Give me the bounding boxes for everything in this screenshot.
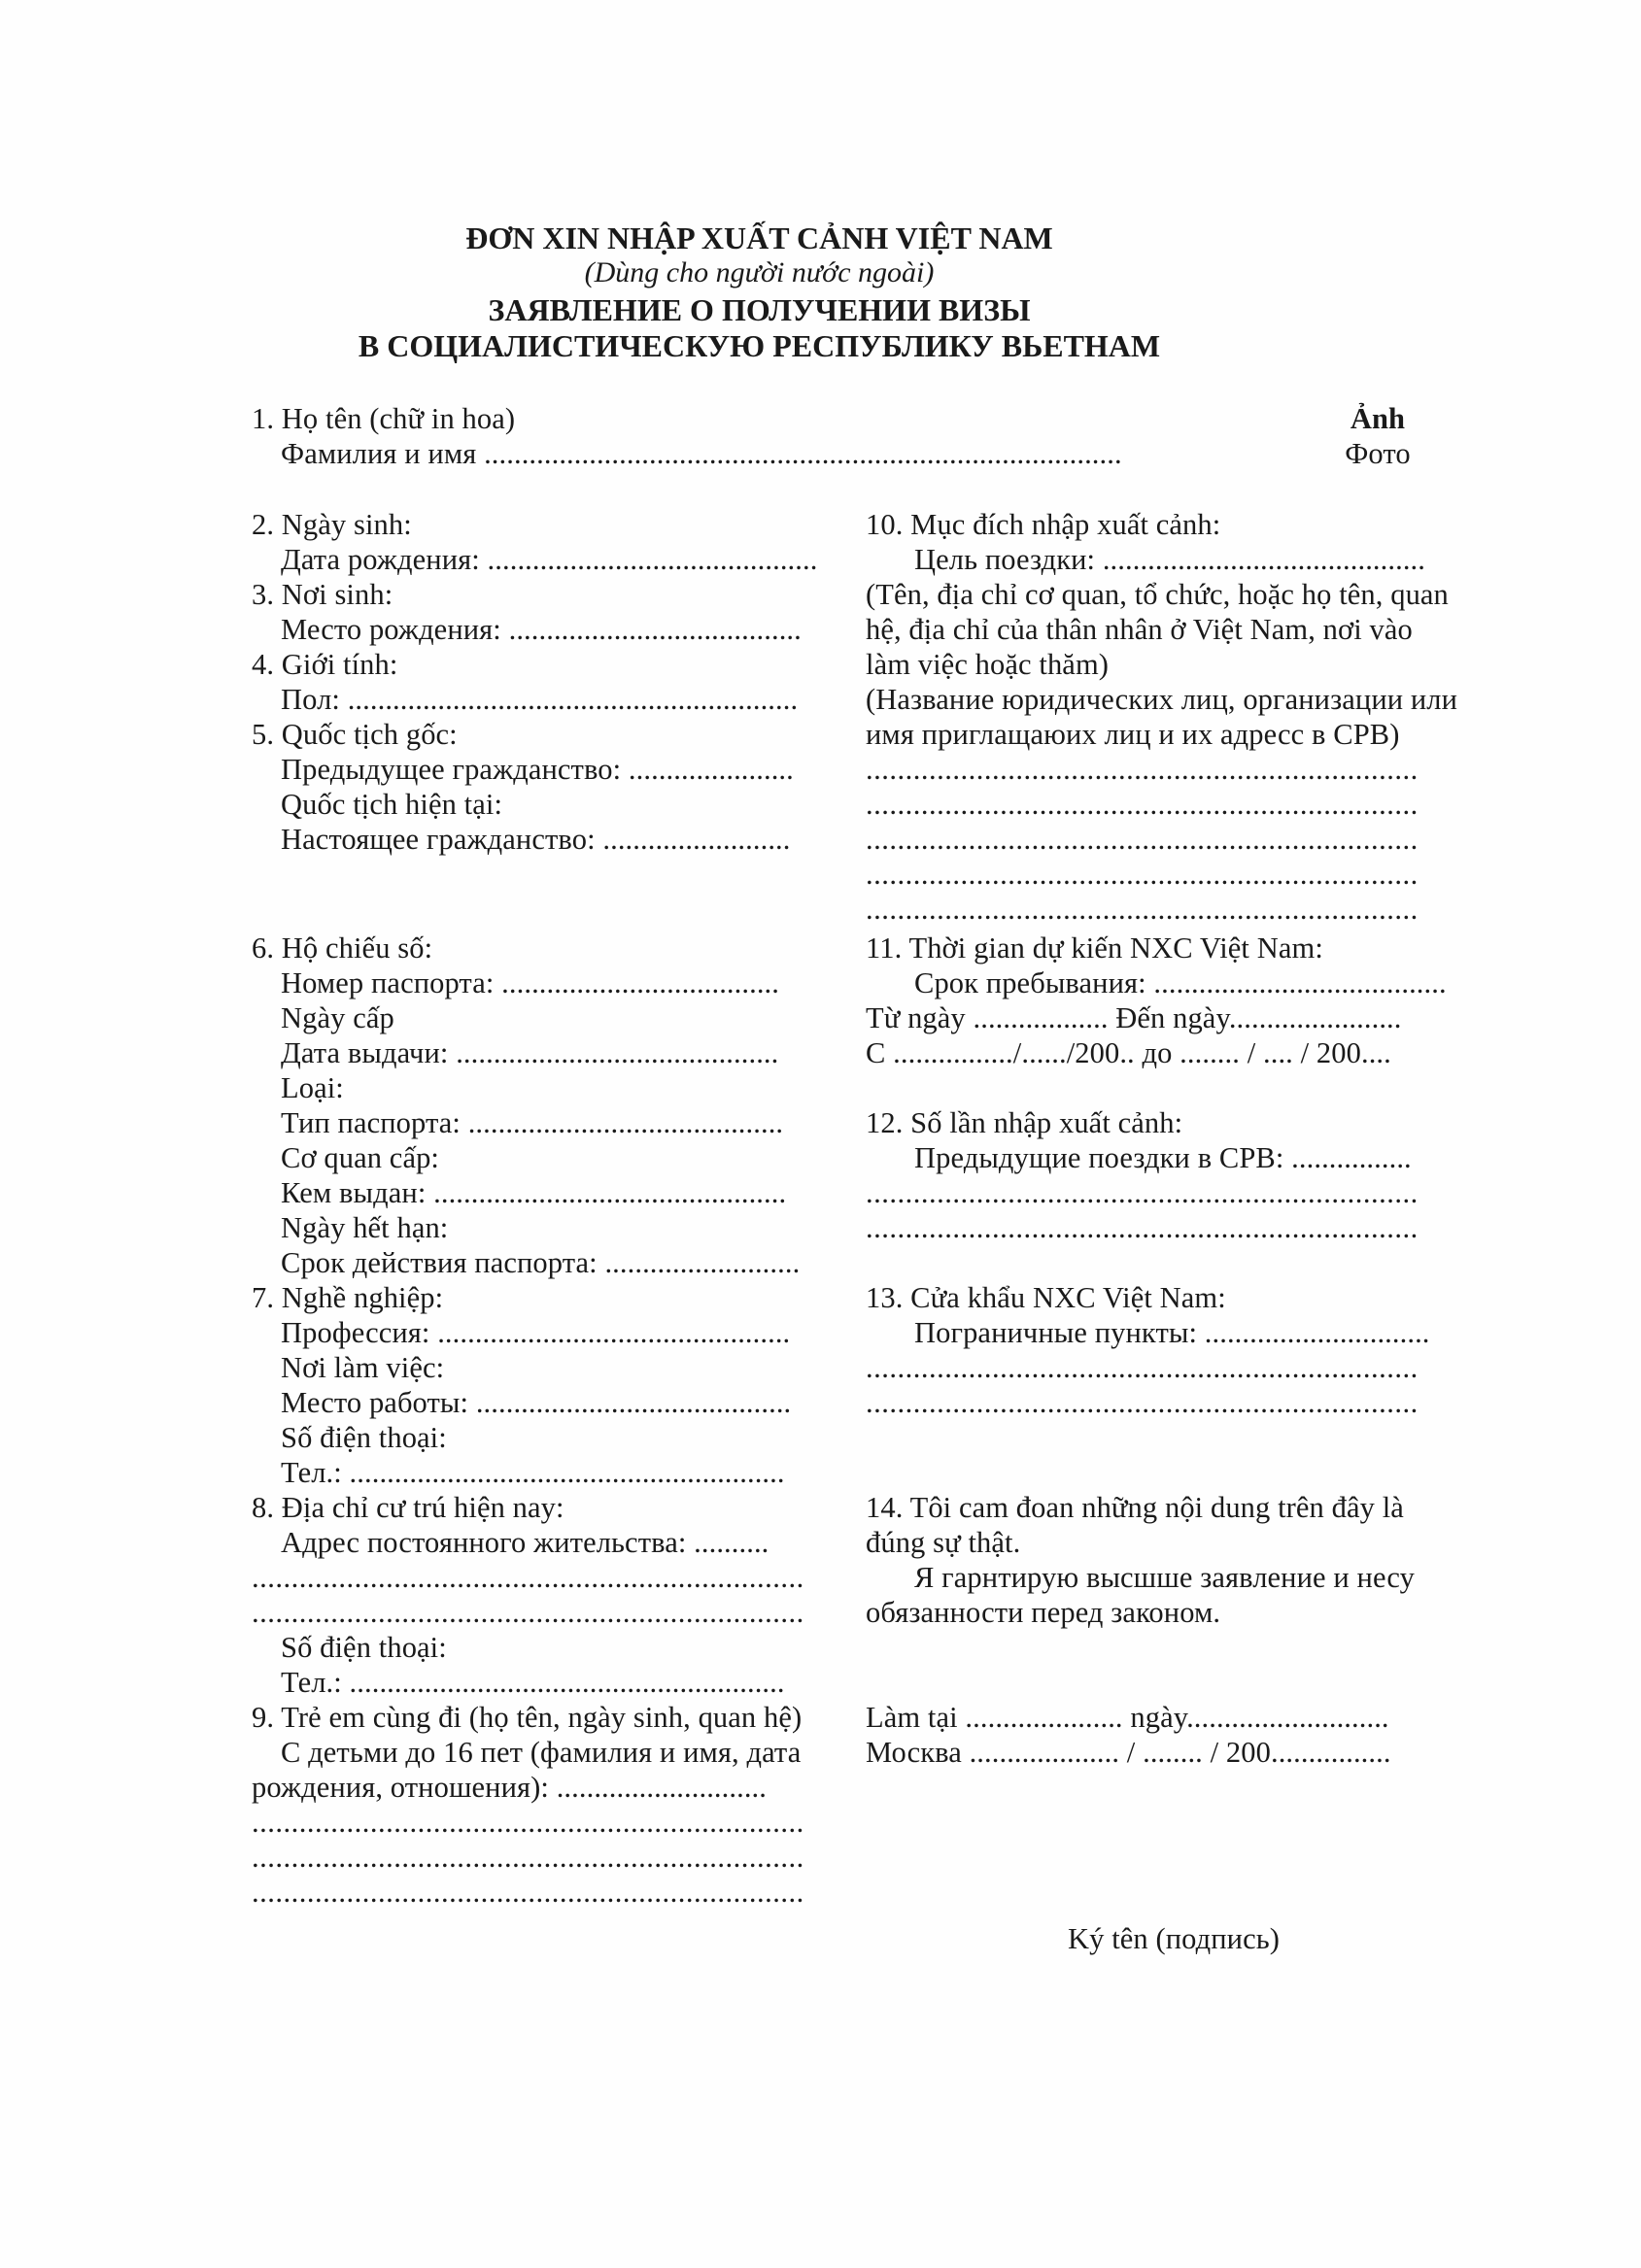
purpose-line-blank-1: ...................................................................... bbox=[866, 753, 1419, 786]
field-work-phone-vn: Số điện thoại: bbox=[281, 1421, 447, 1454]
gate-line-blank-2: ...................................................................... bbox=[866, 1386, 1419, 1419]
field-workplace-ru: Место работы: .......................................... bbox=[281, 1386, 792, 1419]
field-stay-dates-vn: Từ ngày .................. Đến ngày....................... bbox=[866, 1001, 1402, 1034]
form-title-russian-line1: ЗАЯВЛЕНИЕ О ПОЛУЧЕНИИ ВИЗЫ bbox=[488, 292, 1031, 327]
field-passport-type-vn: Loại: bbox=[281, 1071, 344, 1104]
field-original-nationality-ru: Предыдущее гражданство: ...................... bbox=[281, 753, 794, 786]
purpose-note-ru-2: имя приглащаюих лиц и их адресс в СРВ) bbox=[866, 718, 1400, 751]
field-full-name-label-vn: 1. Họ tên (chữ in hoa) bbox=[252, 402, 516, 435]
field-passport-number-vn: 6. Hộ chiếu số: bbox=[252, 931, 433, 965]
field-previous-entries-ru: Предыдущие поездки в СРВ: ................ bbox=[914, 1141, 1412, 1174]
declaration-vn-2: đúng sự thật. bbox=[866, 1526, 1021, 1559]
photo-label-vn: Ảnh bbox=[1350, 402, 1406, 435]
field-workplace-vn: Nơi làm việc: bbox=[281, 1351, 445, 1384]
field-full-name-label-ru: Фамилия и имя ..................................................................................... bbox=[281, 437, 1122, 470]
field-expiry-date-vn: Ngày hết hạn: bbox=[281, 1211, 449, 1244]
purpose-note-ru-1: (Название юридических лиц, организации или bbox=[866, 683, 1458, 716]
address-line-blank-1: ...................................................................... bbox=[252, 1561, 804, 1594]
field-border-gate-ru: Пограничные пункты: .............................. bbox=[914, 1316, 1430, 1349]
entries-line-blank-2: ...................................................................... bbox=[866, 1211, 1419, 1244]
photo-label-ru: Фото bbox=[1345, 437, 1411, 470]
children-line-blank-2: ...................................................................... bbox=[252, 1841, 804, 1874]
field-issuing-authority-ru: Кем выдан: ............................................... bbox=[281, 1176, 787, 1209]
entries-line-blank-1: ...................................................................... bbox=[866, 1176, 1419, 1209]
children-line-blank-3: ...................................................................... bbox=[252, 1876, 804, 1909]
field-date-of-birth-vn: 2. Ngày sinh: bbox=[252, 508, 412, 541]
field-previous-entries-vn: 12. Số lần nhập xuất cảnh: bbox=[866, 1106, 1183, 1139]
place-date-vn: Làm tại ..................... ngày........................... bbox=[866, 1701, 1389, 1734]
field-passport-number-ru: Номер паспорта: ..................................... bbox=[281, 966, 779, 999]
field-stay-dates-ru: С ................/....../200.. до ........ / .... / 200.... bbox=[866, 1036, 1391, 1069]
field-work-phone-ru: Тел.: .......................................................... bbox=[281, 1456, 785, 1489]
purpose-note-vn-3: làm việc hoặc thăm) bbox=[866, 648, 1110, 681]
field-intended-stay-vn: 11. Thời gian dự kiến NXC Việt Nam: bbox=[866, 931, 1323, 965]
field-current-address-vn: 8. Địa chỉ cư trú hiện nay: bbox=[252, 1491, 564, 1524]
field-accompanying-children-ru: С детьми до 16 пет (фамилия и имя, дата bbox=[281, 1736, 802, 1769]
field-purpose-ru: Цель поездки: ........................................... bbox=[914, 543, 1426, 576]
declaration-ru-2: обязанности перед законом. bbox=[866, 1596, 1221, 1629]
field-home-phone-vn: Số điện thoại: bbox=[281, 1631, 447, 1664]
field-expiry-date-ru: Срок действия паспорта: .......................... bbox=[281, 1246, 801, 1279]
field-intended-stay-ru: Срок пребывания: ....................................... bbox=[914, 966, 1447, 999]
field-home-phone-ru: Тел.: .......................................................... bbox=[281, 1666, 785, 1699]
address-line-blank-2: ...................................................................... bbox=[252, 1596, 804, 1629]
purpose-note-vn-1: (Tên, địa chỉ cơ quan, tổ chức, hoặc họ tên, quan bbox=[866, 578, 1449, 611]
field-date-of-birth-ru: Дата рождения: ............................................ bbox=[281, 543, 818, 576]
field-accompanying-children-ru-cont: рождения, отношения): ............................ bbox=[252, 1771, 767, 1804]
declaration-ru-1: Я гарнтирую высшше заявление и несу bbox=[914, 1561, 1415, 1594]
purpose-line-blank-4: ...................................................................... bbox=[866, 858, 1419, 891]
form-subtitle-vietnamese: (Dùng cho người nước ngoài) bbox=[584, 256, 935, 288]
gate-line-blank-1: ...................................................................... bbox=[866, 1351, 1419, 1384]
form-title-vietnamese: ĐƠN XIN NHẬP XUẤT CẢNH VIỆT NAM bbox=[465, 220, 1053, 255]
field-current-nationality-vn: Quốc tịch hiện tại: bbox=[281, 788, 503, 821]
children-line-blank-1: ...................................................................... bbox=[252, 1806, 804, 1839]
field-sex-ru: Пол: ............................................................ bbox=[281, 683, 799, 716]
purpose-line-blank-2: ...................................................................... bbox=[866, 788, 1419, 821]
purpose-note-vn-2: hệ, địa chỉ của thân nhân ở Việt Nam, nơi vào bbox=[866, 613, 1413, 646]
field-current-address-ru: Адрес постоянного жительства: .......... bbox=[281, 1526, 769, 1559]
purpose-line-blank-5: ...................................................................... bbox=[866, 893, 1419, 926]
form-title-russian-line2: В СОЦИАЛИСТИЧЕСКУЮ РЕСПУБЛИКУ ВЬЕТНАМ bbox=[358, 328, 1161, 363]
field-border-gate-vn: 13. Cửa khẩu NXC Việt Nam: bbox=[866, 1281, 1226, 1314]
field-accompanying-children-vn: 9. Trẻ em cùng đi (họ tên, ngày sinh, quan hệ) bbox=[252, 1701, 803, 1734]
field-issuing-authority-vn: Cơ quan cấp: bbox=[281, 1141, 440, 1174]
field-issue-date-ru: Дата выдачи: ........................................... bbox=[281, 1036, 779, 1069]
field-passport-type-ru: Тип паспорта: .......................................... bbox=[281, 1106, 784, 1139]
field-issue-date-vn: Ngày cấp bbox=[281, 1001, 394, 1034]
declaration-vn-1: 14. Tôi cam đoan những nội dung trên đây là bbox=[866, 1491, 1404, 1524]
field-place-of-birth-vn: 3. Nơi sinh: bbox=[252, 578, 393, 611]
field-sex-vn: 4. Giới tính: bbox=[252, 648, 398, 681]
field-original-nationality-vn: 5. Quốc tịch gốc: bbox=[252, 718, 458, 751]
field-occupation-ru: Профессия: ............................................... bbox=[281, 1316, 791, 1349]
purpose-line-blank-3: ...................................................................... bbox=[866, 823, 1419, 856]
field-current-nationality-ru: Настоящее гражданство: ......................... bbox=[281, 823, 791, 856]
field-place-of-birth-ru: Место рождения: ....................................... bbox=[281, 613, 802, 646]
signature-label: Ký tên (подпись) bbox=[1068, 1922, 1281, 1955]
place-date-ru: Москва .................... / ........ / 200................ bbox=[866, 1736, 1391, 1769]
field-occupation-vn: 7. Nghề nghiệp: bbox=[252, 1281, 444, 1314]
field-purpose-vn: 10. Mục đích nhập xuất cảnh: bbox=[866, 508, 1221, 541]
